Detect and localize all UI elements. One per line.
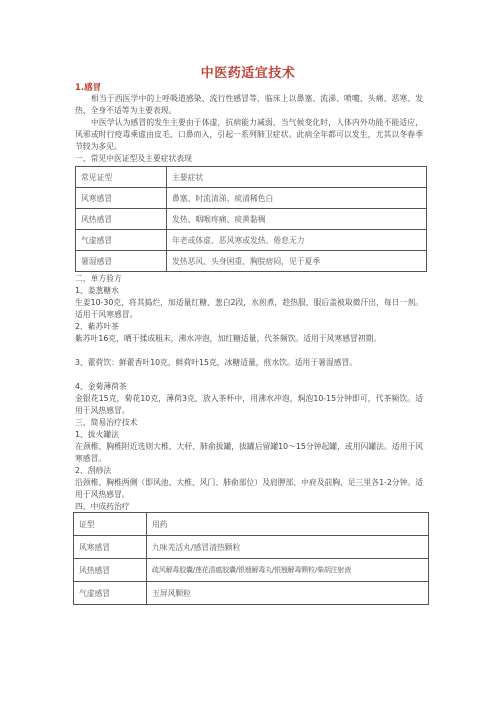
- table-cell: 发热、咽喉疼痛、痰黄黏稠: [167, 209, 427, 230]
- table-row: [74, 582, 429, 605]
- recipe-name: 4、金菊薄荷茶: [75, 382, 127, 391]
- technique-text: 沿颈椎、胸椎两侧（即风池、大椎、风门、肺俞部位）及肩胛部、中府及前胸、足三里各1-2分钟。适用于风热感冒。: [75, 478, 423, 499]
- document-title: 中医药适宜技术: [200, 66, 296, 81]
- table-header-row: [76, 167, 427, 188]
- table-cell: 气虚感冒: [76, 230, 167, 251]
- table-row: [76, 209, 427, 230]
- table-cell: 九味羌活丸/感冒清热颗粒: [147, 536, 429, 559]
- table-row: [76, 188, 427, 209]
- recipe-name: 1、姜葱糖水: [75, 286, 119, 295]
- intro-paragraph-2: 中医学认为感冒的发生主要由于体虚，抗病能力减弱，当气候变化时，人体内外功能不能适应，风邪或时行疫毒乘虚由皮毛、口鼻而入，引起一系列肺卫症状。此病全年都可以发生，尤其以冬春季节较为多见。: [75, 118, 423, 151]
- syndrome-table: [75, 166, 427, 272]
- table-header-cell: 常见证型: [76, 167, 167, 188]
- table-cell: 风热感冒: [74, 559, 147, 582]
- table-cell: 发热恶风、头身困重、胸脘痞闷，见于夏季: [167, 251, 427, 272]
- table-header-cell: 主要症状: [167, 167, 427, 188]
- part4-heading: 四、中成药治疗: [75, 502, 130, 511]
- section-heading-cold: 1.感冒: [75, 83, 102, 93]
- table-cell: 气虚感冒: [74, 582, 147, 605]
- part3-heading: 三、简易治疗技术: [75, 418, 138, 427]
- technique-name: 1、拔火罐法: [75, 430, 119, 439]
- table-cell: 玉屏风颗粒: [147, 582, 429, 605]
- table-row: [74, 559, 429, 582]
- table-cell: 风热感冒: [76, 209, 167, 230]
- table-header-cell: 证型: [74, 513, 147, 536]
- recipe-text: 紫苏叶16克，晒干揉成粗末，沸水冲泡，加红糖适量，代茶频饮。适用于风寒感冒初期。: [75, 334, 382, 343]
- table-cell: 暑湿感冒: [76, 251, 167, 272]
- table-header-cell: 用药: [147, 513, 429, 536]
- table-cell: 风寒感冒: [74, 536, 147, 559]
- part1-heading: 一、常见中医证型及主要症状表现: [75, 154, 192, 163]
- table-cell: 年老或体虚、恶风寒或发热、倦怠无力: [167, 230, 427, 251]
- table-row: [76, 251, 427, 272]
- technique-name: 2、刮痧法: [75, 466, 112, 475]
- table-cell: 疏风解毒胶囊/莲花清瘟胶囊/银翘解毒丸/银翘解毒颗粒/柴胡注射液: [147, 559, 429, 582]
- table-row: [76, 230, 427, 251]
- table-header-row: [74, 513, 429, 536]
- table-cell: 鼻塞、时流清涕、痰清稀色白: [167, 188, 427, 209]
- intro-paragraph-1: 相当于西医学中的上呼吸道感染、流行性感冒等，临床上以鼻塞、流涕、喷嚏、头痛、恶寒、发热、全身不适等为主要表现。: [75, 94, 423, 115]
- recipe-name: 2、紫苏叶茶: [75, 322, 119, 331]
- technique-text: 在颈椎、胸椎附近选则大椎、大杼、肺俞拔罐，拔罐后留罐10～15分钟起罐，或用闪罐法。适用于风寒感冒。: [75, 442, 423, 463]
- part2-heading: 二、单方验方: [75, 274, 122, 283]
- table-cell: 风寒感冒: [76, 188, 167, 209]
- table-row: [74, 536, 429, 559]
- recipe-text: 3、藿荷饮：鲜藿香叶10克，鲜荷叶15克，冰糖适量，煎水饮。适用于暑湿感冒。: [75, 358, 358, 367]
- medicine-table: [73, 512, 429, 605]
- recipe-text: 金银花15克，菊花10克，薄荷3克，放入茶杯中，用沸水冲泡，焖泡10-15分钟即可，代茶频饮。适用于风热感冒。: [75, 394, 423, 415]
- recipe-text: 生姜10-30克，将其捣烂，加适量红糖、葱白2段，水煎煮，趁热服，服后盖被取微汗出，每日一剂。适用于风寒感冒。: [75, 298, 423, 319]
